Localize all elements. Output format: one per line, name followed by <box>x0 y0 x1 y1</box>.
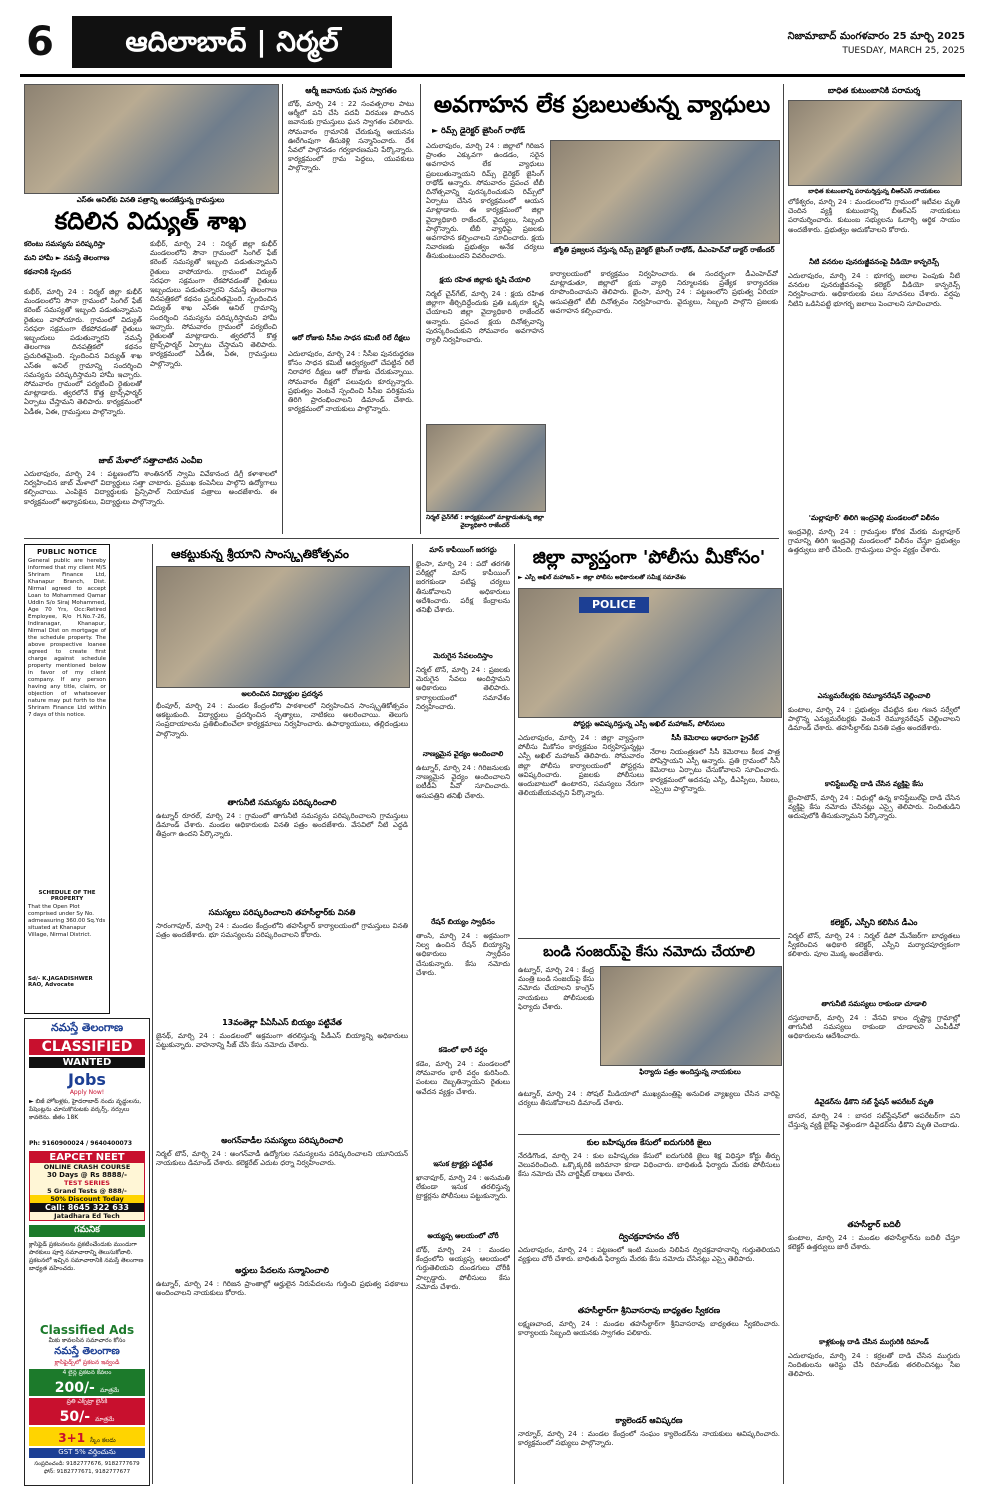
price1-text: 4 లైన్ల ప్రకటన కేవలం <box>62 1369 112 1376</box>
col3b-sub1: మాస్ కాపీయింగ్ జరగద్దు <box>429 546 497 554</box>
divider-col3b-police <box>514 544 515 1484</box>
col5-sub2: నీటి వనరుల పునరుజ్జీవనంపై వీడియో కాన్ఫరెన్స్ <box>809 258 939 266</box>
page-title-box <box>72 16 392 68</box>
col2b-photo <box>156 566 410 688</box>
col2b-body: భీంపూర్, మార్చి 24 : మండల కేంద్రంలోని పాఠశాలలో నిర్వహించిన సాంస్కృతికోత్సవం ఆకట్టుకుంది. విద్యార్థులు ప్రదర్శించిన నృత్యాలు, నాటికలు అలరించాయి. తెలుగు సంప్రదాయాలను ప్రతిబింబించేలా కార్యక్రమాలు నిర్వహించారు. ఉపాధ్యాయులు, తల్లిదండ్రులు పాల్గొన్నారు. <box>156 702 408 738</box>
page-number: 6 <box>26 19 54 65</box>
police-photo-caption: పోస్టర్లు ఆవిష్కరిస్తున్న ఎస్పీ అఖిల్ మహాజన్, పోలీసులు <box>573 720 725 728</box>
lead-sub2: క్షయ రహిత జిల్లాకు కృషి చేయాలి <box>439 276 531 284</box>
public-notice <box>24 544 110 1014</box>
col1-deck-box <box>24 240 142 284</box>
bottom-body4: నార్నూర్, మార్చి 24 : మండల కేంద్రంలో సంఘం క్యాలెండర్‌ను నాయకులు ఆవిష్కరించారు. కార్యక్రమంలో సభ్యులు పాల్గొన్నారు. <box>518 1430 780 1448</box>
eapcet-line7: Jatadhara Ed Tech <box>54 1212 120 1220</box>
edition-date: TUESDAY, MARCH 25, 2025 <box>842 46 965 56</box>
bottom-sub3: తహసీల్దార్‌గా శ్రీనివాసరావు బాధ్యతల స్వీకరణ <box>577 1306 721 1315</box>
col5-body8: బాసర, మార్చి 24 : బాసర సబ్‌స్టేషన్‌లో ఆపరేటర్‌గా పని చేస్తున్న వ్యక్తి బైక్‌పై వెళ్తుండగా డివైడర్‌ను ఢీకొని మృతి చెందాడు. <box>788 1112 960 1130</box>
col5-sub4: ఎన్యుమరేటర్లకు రెమ్యూనరేషన్ చెల్లించాలి <box>817 692 931 700</box>
lead-photo1-caption: జ్యోతి ప్రజ్వలన చేస్తున్న రిమ్స్ డైరెక్టర్ జైసింగ్ రాథోడ్, డీఎంహెచ్‌వో డాక్టర్ రాజేందర్ <box>553 246 775 254</box>
col3b-body2: నిర్మల్ టౌన్, మార్చి 24 : ప్రజలకు మెరుగైన సేవలు అందిస్తామని అధికారులు తెలిపారు. కార్యాలయంలో సమావేశం నిర్వహించారు. <box>416 666 510 711</box>
col5-photo <box>788 100 962 186</box>
col5-sub8: డివైడర్‌ను ఢీకొని సబ్ స్టేషన్ ఆపరేటర్ మృతి <box>814 1098 934 1106</box>
eapcet-line1: ONLINE CRASH COURSE <box>43 1163 131 1171</box>
lead-body3: కార్యాలయంలో కార్యక్రమం నిర్వహించారు. ఈ సందర్భంగా డీఎంహెచ్‌వో మాట్లాడుతూ, జిల్లాలో క్షయ వ్యాధి నిర్మూలనకు ప్రత్యేక కార్యాచరణ రూపొందించామని తెలిపారు. భైంసా, మార్చి 24 : పట్టణంలోని ప్రభుత్వ ఏరియా ఆసుపత్రిలో టీబీ దినోత్సవం నిర్వహించారు. వైద్యులు, సిబ్బంది పాల్గొని ప్రజలకు అవగాహన కల్పించారు. <box>550 270 778 315</box>
col5-sub5: కానిస్టేబుల్‌పై దాడి చేసిన వ్యక్తిపై కేసు <box>824 780 924 788</box>
bottom-sub2: ద్విచక్రవాహనం చోరీ <box>618 1232 680 1241</box>
lead-deck: ► రిమ్స్ డైరెక్టర్ జైసింగ్ రాథోడ్ <box>432 126 526 135</box>
police-headline: జిల్లా వ్యాప్తంగా 'పోలీసు మీకోసం' <box>532 547 766 568</box>
col1-body-a: కుభీర్, మార్చి 24 : నిర్మల్ జిల్లా కుభీర్ మండలంలోని సౌనా గ్రామంలో సింగిల్ ఫేజ్ కరెంట్ సమస్యతో ఇబ్బంది పడుతున్నామని రైతులు వాపోయారు. గ్రామంలో విద్యుత్ సరఫరా సక్రమంగా లేకపోవడంతో రైతులు ఇబ్బందులు పడుతున్నారని నమస్తే తెలంగాణ దినపత్రికలో కథనం ప్రచురితమైంది. స్పందించిన విద్యుత్ శాఖ ఎస్ఈ అనిల్ గ్రామాన్ని సందర్శించి సమస్యను పరిష్కరిస్తామని హామీ ఇచ్చారు. సోమవారం గ్రామంలో పర్యటించి రైతులతో మాట్లాడారు. త్వరలోనే కొత్త ట్రాన్స్‌ఫార్మర్ ఏర్పాటు చేస్తామని తెలిపారు. కార్యక్రమంలో ఏడీఈ, ఏఈ, గ్రామస్తులు పాల్గొన్నారు. <box>24 288 142 416</box>
col3b-sub2: మెరుగైన సేవలందిస్తాం <box>433 652 493 660</box>
price1-value: 200/- <box>54 1380 95 1396</box>
col3b-body7: బోథ్, మార్చి 24 : మండల కేంద్రంలోని అయ్యప్ప ఆలయంలో గుర్తుతెలియని దుండగులు చోరీకి పాల్పడ్డారు. పోలీసులు కేసు నమోదు చేశారు. <box>416 1246 510 1291</box>
page-title: ఆదిలాబాద్ | నిర్మల్ <box>125 25 339 58</box>
lead-body2: నిర్మల్ చైన్‌గేట్, మార్చి 24 : క్షయ రహిత జిల్లాగా తీర్చిదిద్దేందుకు ప్రతి ఒక్కరూ కృషి చేయాలని జిల్లా వైద్యాధికారి రాజేందర్ అన్నారు. ప్రపంచ క్షయ దినోత్సవాన్ని పురస్కరించుకుని సోమవారం అవగాహన ర్యాలీ నిర్వహించారు. <box>426 290 544 345</box>
bottom-body3: లక్ష్మణచాంద, మార్చి 24 : మండల తహసీల్దార్‌గా శ్రీనివాసరావు బాధ్యతలు స్వీకరించారు. కార్యాలయ సిబ్బంది ఆయనకు స్వాగతం పలికారు. <box>518 1320 780 1338</box>
bottom-sub1: కుల బహిష్కరణ కేసులో ఐదుగురికి జైలు <box>586 1138 712 1147</box>
classified-brand: నమస్తే తెలంగాణ <box>50 1021 124 1034</box>
wanted-banner: WANTED <box>29 1057 145 1068</box>
col2b-sub5: అర్హులు పేదలను సన్మానించాలి <box>235 1266 329 1275</box>
eapcet-title: EAPCET NEET <box>30 1152 144 1163</box>
price1-box <box>29 1369 145 1396</box>
col5-body4: కుంటాల, మార్చి 24 : ప్రభుత్వం చేపట్టిన కుల గణన సర్వేలో పాల్గొన్న ఎన్యుమరేటర్లకు వెంటనే రెమ్యూనరేషన్ చెల్లించాలని డిమాండ్ చేశారు. తహసీల్దార్‌కు వినతి పత్రం అందజేశారు. <box>788 706 960 733</box>
masthead <box>20 12 965 72</box>
section-rule-bottom <box>518 1134 780 1135</box>
eapcet-line6: Call: 8645 322 633 <box>30 1203 144 1212</box>
police-banner: POLICE <box>579 597 649 613</box>
price2-suffix: మాత్రమే <box>95 1416 115 1423</box>
masthead-rule <box>20 74 965 77</box>
col3b-body1: భైంసా, మార్చి 24 : పదో తరగతి పరీక్షల్లో మాస్ కాపీయింగ్ జరగకుండా పటిష్ట చర్యలు తీసుకోవాలని అధికారులు ఆదేశించారు. పరీక్ష కేంద్రాలను తనిఖీ చేశారు. <box>416 560 510 615</box>
col5-photo-caption: బాధిత కుటుంబాన్ని పరామర్శిస్తున్న బీఆర్ఎస్ నాయకులు <box>808 188 940 195</box>
eapcet-line2: 30 Days @ Rs 8888/- <box>46 1171 128 1179</box>
notice-title: PUBLIC NOTICE <box>37 548 97 556</box>
offer-text: స్కీం కలదు <box>90 1437 116 1444</box>
col2b-body2: సారంగాపూర్, మార్చి 24 : మండల కేంద్రంలోని తహసీల్దార్ కార్యాలయంలో గ్రామస్తులు వినతి పత్రం అందజేశారు. భూ సమస్యలను పరిష్కరించాలని కోరారు. <box>156 922 408 940</box>
col2b-sub2: సమస్యలు పరిష్కరించాలని తహసీల్దార్‌కు వినతి <box>208 908 356 917</box>
police-body2: నేరాల నియంత్రణలో సీసీ కెమెరాలు కీలక పాత్ర పోషిస్తాయని ఎస్పీ అన్నారు. ప్రతి గ్రామంలో సీసీ కెమెరాలు ఏర్పాటు చేసుకోవాలని సూచించారు. కార్యక్రమంలో అదనపు ఎస్పీ, డీఎస్పీలు, సీఐలు, ఎస్సైలు పాల్గొన్నారు. <box>650 748 780 793</box>
col2b-body5: ఉట్నూర్, మార్చి 24 : గిరిజన ప్రాంతాల్లో అర్హులైన నిరుపేదలను గుర్తించి ప్రభుత్వ పథకాలు అందించాలని నాయకులు కోరారు. <box>156 1280 408 1298</box>
contact1: సంప్రదించండి: 9182777676, 9182777679 <box>34 1461 140 1467</box>
col2b-headline: ఆకట్టుకున్న శ్రీయాని సాంస్కృతికోత్సవం <box>171 547 349 561</box>
col1-deck2: మని హామీ ► నమస్తే తెలంగాణ <box>24 254 110 262</box>
section-rule-top <box>24 538 779 539</box>
jobs-phone: Ph: 9160900024 / 9640400073 <box>29 1140 133 1147</box>
eapcet-line4: 5 Grand Tests @ 888/- <box>47 1187 127 1195</box>
col5-sub7: తాగునీటి సమస్యలు రాకుండా చూడాలి <box>821 1000 927 1008</box>
police-deck: ► ఎస్పీ అఖిల్ మహాజన్ ► జిల్లా పోలీసు అధికారులతో సమీక్ష సమావేశం <box>518 574 686 581</box>
eapcet-ad <box>29 1151 145 1221</box>
col5-body5: భైంసాటౌన్, మార్చి 24 : విధుల్లో ఉన్న కానిస్టేబుల్‌పై దాడి చేసిన వ్యక్తిపై కేసు నమోదు చేసినట్లు ఎస్సై తెలిపారు. నిందితుడిని అదుపులోకి తీసుకున్నామని పేర్కొన్నారు. <box>788 794 960 821</box>
bottom-body2: ఎదులాపురం, మార్చి 24 : పట్టణంలో ఇంటి ముందు నిలిపిన ద్విచక్రవాహనాన్ని గుర్తుతెలియని వ్యక్తులు చోరీ చేశారు. బాధితుడి ఫిర్యాదు మేరకు కేసు నమోదు చేసినట్లు ఎస్సై తెలిపారు. <box>518 1246 780 1264</box>
notice-schedule-title: SCHEDULE OF THE PROPERTY <box>38 890 96 902</box>
classified-ads-logo: Classified Ads <box>39 1323 135 1337</box>
col2b-sub1: తాగునీటి సమస్యను పరిష్కరించాలి <box>227 798 337 807</box>
jobs-logo-sub: Apply Now! <box>69 1089 105 1096</box>
eapcet-line3: TEST SERIES <box>64 1179 110 1187</box>
bottom-sub4: క్యాలెండర్ ఆవిష్కరణ <box>615 1416 683 1425</box>
col2-body1: బోథ్, మార్చి 24 : 22 సంవత్సరాల పాటు ఆర్మీలో పని చేసి పదవీ విరమణ పొందిన జవానుకు గ్రామస్తులు ఘన స్వాగతం పలికారు. సోమవారం గ్రామానికి చేరుకున్న ఆయనను ఊరేగింపుగా తీసుకెళ్లి సన్మానించారు. దేశ సేవలో పాల్గొనడం గర్వకారణమని పేర్కొన్నారు. కార్యక్రమంలో గ్రామ పెద్దలు, యువకులు పాల్గొన్నారు. <box>288 100 414 173</box>
col5-body10: ఎదులాపురం, మార్చి 24 : కర్రలతో దాడి చేసిన ముగ్గురు నిందితులను అరెస్టు చేసి రిమాండ్‌కు తరలించినట్లు సీఐ తెలిపారు. <box>788 1352 960 1379</box>
col5-body6: నిర్మల్ టౌన్, మార్చి 24 : నిర్మల్ డిపో మేనేజర్‌గా బాధ్యతలు స్వీకరించిన అధికారి కలెక్టర్, ఎస్పీని మర్యాదపూర్వకంగా కలిశారు. పూల మొక్క అందజేశారు. <box>788 932 960 959</box>
col1-deck3: కథనానికి స్పందన <box>24 268 72 276</box>
gamanika-text: క్లాసిఫైడ్ ప్రకటనలను ప్రకటించేందుకు ముందుగా పాఠకులు పూర్తి సమాచారాన్ని తెలుసుకోవాలి. ప్రకటనలో ఇచ్చిన సమాచారానికి నమస్తే తెలంగాణ బాధ్యత వహించదు. <box>29 1241 144 1272</box>
notice-body: General public are hereby informed that my client M/S Shriram Finance Ltd, Khanapur Branch, Dist. Nirmal agreed to accept Loan to Mohammed Qamar Uddin S/o Siraj Mohammed, Age 70 Yrs, Occ:Retired Employee, R/o H.No.7-26, Indiranagar, Khanapur, Nirmal Dist on mortgage of the schedule property. The above prospective loanee agreed to create first charge against schedule property mentioned below in favor of my client company. If any person having any title, claim, or objection of whatsoever nature may put forth to the Shriram Finance Ltd within 7 days of this notice. <box>28 558 106 718</box>
price2-text: ప్రతి ఎక్స్‌ట్రా లైన్‌కి <box>66 1398 108 1405</box>
col1-photo <box>24 84 279 194</box>
eapcet-line5: 50% Discount Today <box>30 1195 144 1203</box>
col5-body2: ఎదులాపురం, మార్చి 24 : భూగర్భ జలాల పెంపుకు నీటి వనరుల పునరుజ్జీవనంపై కలెక్టర్ వీడియో కాన్ఫరెన్స్ నిర్వహించారు. అధికారులకు పలు సూచనలు చేశారు. వర్షపు నీటిని ఒడిసిపట్టి భూగర్భ జలాలు పెంచాలని సూచించారు. <box>788 272 960 308</box>
classified-banner: CLASSIFIED <box>29 1039 145 1055</box>
bandi-body1: ఉట్నూర్, మార్చి 24 : కేంద్ర మంత్రి బండి సంజయ్‌పై కేసు నమోదు చేయాలని కాంగ్రెస్ నాయకులు పోలీసులకు ఫిర్యాదు చేశారు. <box>518 966 594 1011</box>
col2b-body4: నిర్మల్ టౌన్, మార్చి 24 : అంగన్‌వాడీ ఉద్యోగుల సమస్యలను పరిష్కరించాలని యూనియన్ నాయకులు డిమాండ్ చేశారు. కలెక్టరేట్ ఎదుట ధర్నా నిర్వహించారు. <box>156 1150 408 1168</box>
col1-headline: కదిలిన విద్యుత్ శాఖ <box>54 207 247 235</box>
col3b-sub5: కడెంలో భారీ వర్షం <box>438 1046 488 1054</box>
col5-sub3: 'మల్లాపూర్' తిలిగి ఇంద్రవెల్లి మండలంలో విలీనం <box>808 514 940 522</box>
col3b-sub3: నాణ్యమైన వైద్యం అందించాలి <box>422 750 504 758</box>
police-sub: సీసీ కెమెరాలు ఆధారంగా ప్రైవేట్ <box>671 734 759 742</box>
lead-photo2-caption: నిర్మల్ చైన్‌గేట్ : కార్యక్రమంలో మాట్లాడుతున్న జిల్లా వైద్యాధికారి రాజేందర్ <box>425 514 545 529</box>
bandi-photo <box>600 966 782 1066</box>
bottom-body1: నేరడిగొండ, మార్చి 24 : కుల బహిష్కరణ కేసులో ఐదుగురికి జైలు శిక్ష విధిస్తూ కోర్టు తీర్పు వెలువరించింది. ఒక్కొక్కరికి జరిమానా కూడా విధించారు. బాధితుడి ఫిర్యాదు మేరకు పోలీసులు కేసు నమోదు చేసి చార్జిషీట్ దాఖలు చేశారు. <box>518 1152 780 1179</box>
lead-photo2 <box>426 424 546 512</box>
col3b-sub4: రేషన్ బియ్యం స్వాధీనం <box>431 918 495 926</box>
col3b-sub6: ఇసుక ట్రాక్టర్లు పట్టివేత <box>433 1160 493 1168</box>
col5-body3: ఇంద్రవెల్లి, మార్చి 24 : గ్రామస్తుల కోరిక మేరకు మల్లాపూర్ గ్రామాన్ని తిరిగి ఇంద్రవెల్లి మండలంలో విలీనం చేస్తూ ప్రభుత్వం ఉత్తర్వులు జారీ చేసింది. గ్రామస్తులు హర్షం వ్యక్తం చేశారు. <box>788 528 960 555</box>
col3b-body6: ఖానాపూర్, మార్చి 24 : అనుమతి లేకుండా ఇసుక తరలిస్తున్న ట్రాక్టర్లను పోలీసులు పట్టుకున్నారు. <box>416 1174 510 1201</box>
col1-body-b: కుభీర్, మార్చి 24 : నిర్మల్ జిల్లా కుభీర్ మండలంలోని సౌనా గ్రామంలో సింగిల్ ఫేజ్ కరెంట్ సమస్యతో ఇబ్బంది పడుతున్నామని రైతులు వాపోయారు. గ్రామంలో విద్యుత్ సరఫరా సక్రమంగా లేకపోవడంతో రైతులు ఇబ్బందులు పడుతున్నారని నమస్తే తెలంగాణ దినపత్రికలో కథనం ప్రచురితమైంది. స్పందించిన విద్యుత్ శాఖ ఎస్ఈ అనిల్ గ్రామాన్ని సందర్శించి సమస్యను పరిష్కరిస్తామని హామీ ఇచ్చారు. సోమవారం గ్రామంలో పర్యటించి రైతులతో మాట్లాడారు. త్వరలోనే కొత్త ట్రాన్స్‌ఫార్మర్ ఏర్పాటు చేస్తామని తెలిపారు. కార్యక్రమంలో ఏడీఈ, ఏఈ, గ్రామస్తులు పాల్గొన్నారు. <box>150 240 277 368</box>
divider-lead-col5 <box>783 84 784 1484</box>
col5-sub6: కలెక్టర్, ఎస్పీని కలిసిన డీఎం <box>830 918 918 927</box>
lead-headline: అవగాహన లేక ప్రబలుతున్న వ్యాధులు <box>433 92 771 118</box>
col3b-body4: తాంసి, మార్చి 24 : అక్రమంగా నిల్వ ఉంచిన రేషన్ బియ్యాన్ని అధికారులు స్వాధీనం చేసుకున్నారు. కేసు నమోదు చేశారు. <box>416 932 510 977</box>
col2-body2: ఎదులాపురం, మార్చి 24 : సీసీఐ పునరుద్ధరణ కోసం సాధన కమిటీ ఆధ్వర్యంలో చేపట్టిన రిలే నిరాహార దీక్షలు ఆరో రోజుకు చేరుకున్నాయి. సోమవారం దీక్షలో పలువురు కూర్చున్నారు. ప్రభుత్వం వెంటనే స్పందించి సీసీఐ పరిశ్రమను తిరిగి ప్రారంభించాలని డిమాండ్ చేశారు. కార్యక్రమంలో నాయకులు పాల్గొన్నారు. <box>288 350 414 414</box>
gst-note: GST 5% వర్తించును <box>29 1448 145 1458</box>
col5-body9: కుంటాల, మార్చి 24 : మండల తహసీల్దార్‌ను బదిలీ చేస్తూ కలెక్టర్ ఉత్తర్వులు జారీ చేశారు. <box>788 1234 960 1252</box>
offer-value: 3+1 <box>58 1431 86 1445</box>
col2b-body3: జైనథ్, మార్చి 24 : మండలంలో అక్రమంగా తరలిస్తున్న పీడీఎస్ బియ్యాన్ని అధికారులు పట్టుకున్నారు. వాహనాన్ని సీజ్ చేసి కేసు నమోదు చేశారు. <box>156 1032 408 1050</box>
section-rule-bandi <box>518 938 780 939</box>
lead-body-a: ఎదులాపురం, మార్చి 24 : జిల్లాలో గిరిజన ప్రాంతం ఎక్కువగా ఉండడం, సరైన అవగాహన లేక వ్యాధులు ప్రబలుతున్నాయని రిమ్స్ డైరెక్టర్ జైసింగ్ రాథోడ్ అన్నారు. సోమవారం ప్రపంచ టీబీ దినోత్సవాన్ని పురస్కరించుకుని రిమ్స్‌లో ఏర్పాటు చేసిన కార్యక్రమంలో ఆయన మాట్లాడారు. ఈ కార్యక్రమంలో జిల్లా వైద్యాధికారి రాజేందర్, వైద్యులు, సిబ్బంది పాల్గొన్నారు. టీబీ వ్యాధిపై ప్రజలకు అవగాహన కల్పించాలని సూచించారు. క్షయ నివారణకు ప్రభుత్వం అనేక చర్యలు తీసుకుంటుందని వివరించారు. <box>426 142 544 261</box>
edition-line: నిజామాబాద్ మంగళవారం 25 మార్చి 2025 <box>787 31 965 42</box>
jobs-logo <box>25 1070 149 1096</box>
col2b-photo-caption: అలరించిన విద్యార్థుల ప్రదర్శన <box>241 690 323 698</box>
bandi-headline: బండి సంజయ్‌పై కేసు నమోదు చేయాలి <box>543 944 755 960</box>
ads-tag: మీకు కావలసిన సమాచారం కోసం <box>48 1337 126 1344</box>
contact2: ఫోన్: 9182777671, 9182777677 <box>43 1469 131 1475</box>
bandi-photo-caption: ఫిర్యాదు పత్రం అందిస్తున్న నాయకులు <box>639 1068 741 1076</box>
col1-deck1: కరెంటు సమస్యను పరిష్కరిస్తా <box>24 240 105 248</box>
col5-sub10: కాళ్లకుంట్ల దాడి చేసిన ముగ్గురికి రిమాండ్ <box>819 1338 929 1346</box>
jobs-logo-text: Jobs <box>68 1070 106 1089</box>
col2-sub1: ఆర్మీ జవానుకు ఘన స్వాగతం <box>305 86 397 95</box>
police-photo <box>518 588 782 718</box>
col2b-sub4: అంగన్‌వాడీల సమస్యలు పరిష్కరించాలి <box>221 1136 343 1145</box>
price1-suffix: మాత్రమే <box>99 1387 120 1394</box>
col5-sub9: తహసీల్దార్ బదిలీ <box>847 1220 901 1229</box>
col3b-sub7: అయ్యప్ప ఆలయంలో చోరీ <box>427 1232 499 1240</box>
col2b-body1: ఉట్నూర్ రూరల్, మార్చి 24 : గ్రామంలో తాగునీటి సమస్యను పరిష్కరించాలని గ్రామస్తులు డిమాండ్ చేశారు. మండల అధికారులకు వినతి పత్రం అందజేశారు. వేసవిలో నీటి ఎద్దడి తీవ్రంగా ఉందని పేర్కొన్నారు. <box>156 812 408 839</box>
col3b-body5: కడెం, మార్చి 24 : మండలంలో సోమవారం భారీ వర్షం కురిసింది. పంటలు దెబ్బతిన్నాయని రైతులు ఆవేదన వ్యక్తం చేశారు. <box>416 1060 510 1096</box>
col1-body2: ఎదులాపురం, మార్చి 24 : పట్టణంలోని శాంతినగర్ స్వామి వివేకానంద డిగ్రీ కళాశాలలో నిర్వహించిన జాబ్ మేళాలో విద్యార్థులు సత్తా చాటారు. ప్రముఖ కంపెనీలు పాల్గొని ఉద్యోగాలు కల్పించాయి. ఎంపికైన విద్యార్థులకు ప్రిన్సిపాల్ నియామక పత్రాలు అందజేశారు. ఈ కార్యక్రమంలో అధ్యాపకులు, విద్యార్థులు పాల్గొన్నారు. <box>24 470 277 506</box>
jobs-text: ► బిజీ హోటళ్లకు, హైదరాబాద్ నందు వృద్ధులను, పేషెంట్లను చూసుకొనుటకు వర్కర్స్, నర్సులు కావలెను. జీతం 18K <box>29 1098 142 1121</box>
price2-box <box>29 1398 145 1425</box>
col5-sub1: బాధిత కుటుంబానికి పరామర్శ <box>827 86 921 95</box>
ads-sub: క్లాసిఫైడ్స్‌లో ప్రకటన ఇవ్వండి <box>54 1359 120 1366</box>
divider-col1-col2 <box>282 84 283 534</box>
gamanika-title: గమనిక <box>29 1225 145 1237</box>
col2-sub2: ఆరో రోజుకు సీసీఐ సాధన కమిటీ రిలే దీక్షలు <box>292 334 410 342</box>
divider-col2-lead <box>420 84 421 534</box>
notice-schedule: That the Open Plot comprised under Sy No. admeasuring 360.00 Sq.Yds situated at Khanapur Village, Nirmal District. <box>28 904 106 938</box>
ads-brand: నమస్తే తెలంగాణ <box>54 1346 120 1357</box>
col5-body7: దస్తురాబాద్, మార్చి 24 : వేసవి కాలం దృష్ట్యా గ్రామాల్లో తాగునీటి సమస్యలు రాకుండా చూడాలని ఎంపీడీవో అధికారులను ఆదేశించారు. <box>788 1014 960 1041</box>
divider-col2b-col3b <box>412 544 413 1484</box>
divider-notice-col2b <box>152 544 153 1484</box>
price2-value: 50/- <box>59 1409 90 1425</box>
col5-body1: లోకేశ్వరం, మార్చి 24 : మండలంలోని గ్రామంలో ఇటీవల మృతి చెందిన వ్యక్తి కుటుంబాన్ని బీఆర్ఎస్ నాయకులు పరామర్శించారు. కుటుంబ సభ్యులను ఓదార్చి ఆర్థిక సాయం అందజేశారు. ప్రభుత్వం ఆదుకోవాలని కోరారు. <box>788 198 960 234</box>
lead-photo1 <box>550 140 780 244</box>
col1-photo-caption: ఎస్ఈ అనిల్‌కు వినతి పత్రాన్ని అందజేస్తున్న గ్రామస్తులు <box>76 196 225 204</box>
offer-box <box>29 1427 145 1446</box>
bandi-body2: ఉట్నూర్, మార్చి 24 : సోషల్ మీడియాలో ముఖ్యమంత్రిపై అనుచిత వ్యాఖ్యలు చేసిన వారిపై చర్యలు తీసుకోవాలని డిమాండ్ చేశారు. <box>518 1090 780 1108</box>
col1-sub2: జాబ్ మేళాలో సత్తాచాటిన ఎంవీఐ <box>98 456 203 465</box>
col3b-body3: ఉట్నూర్, మార్చి 24 : గిరిజనులకు నాణ్యమైన వైద్యం అందించాలని ఐటీడీఏ పీవో సూచించారు. ఆసుపత్రిని తనిఖీ చేశారు. <box>416 764 510 800</box>
police-body: ఎదులాపురం, మార్చి 24 : జిల్లా వ్యాప్తంగా పోలీసు మీకోసం కార్యక్రమం నిర్వహిస్తున్నట్లు ఎస్పీ అఖిల్ మహాజన్ తెలిపారు. సోమవారం జిల్లా పోలీసు కార్యాలయంలో పోస్టర్లను ఆవిష్కరించారు. ప్రజలకు పోలీసులు అందుబాటులో ఉంటారని, సమస్యలు నేరుగా తెలియజేయవచ్చని పేర్కొన్నారు. <box>518 734 644 798</box>
notice-signature: Sd/- K.JAGADISHWER RAO, Advocate <box>28 976 93 988</box>
col2b-sub3: 13వ‌ంతెల్లా పీఏసీఎస్ బియ్యం పట్టివేత <box>222 1018 342 1027</box>
classified-block <box>24 1018 150 1486</box>
